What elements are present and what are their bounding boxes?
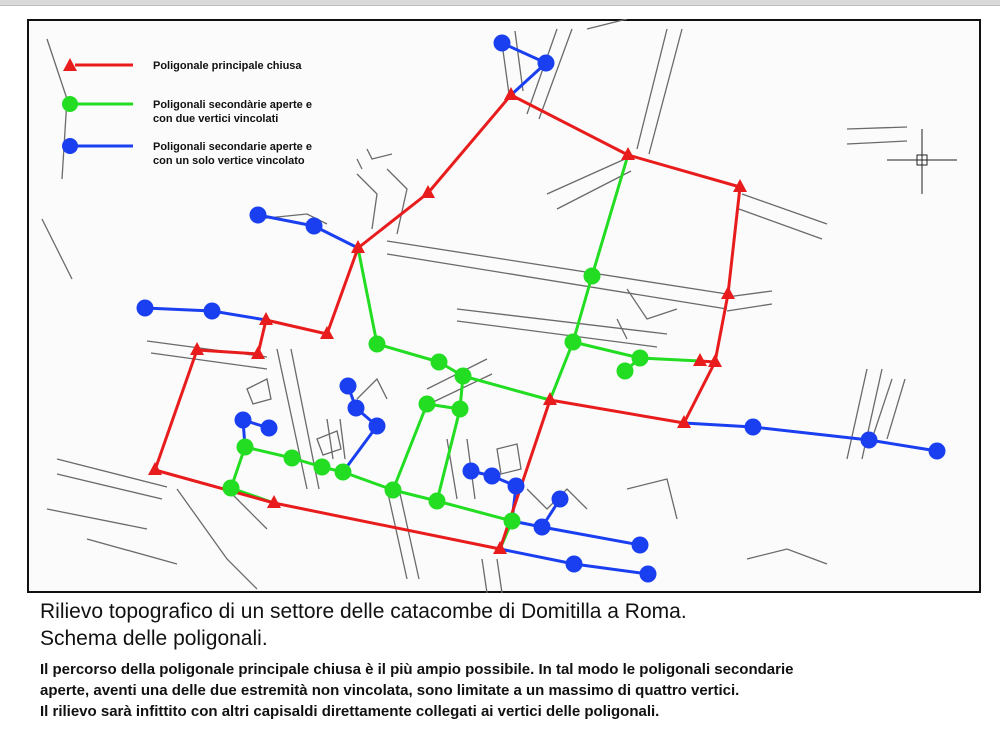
blue-vertex-icon <box>552 491 569 508</box>
caption-title-line1: Rilievo topografico di un settore delle catacombe di Domitilla a Roma. <box>40 600 687 623</box>
caption-title-line2: Schema delle poligonali. <box>40 627 268 650</box>
blue-vertex-icon <box>484 468 501 485</box>
red-vertex-icon <box>148 462 162 475</box>
blue-vertex-icon <box>632 537 649 554</box>
blue-vertex-icon <box>235 412 252 429</box>
crosshair-icon <box>887 129 957 194</box>
blue-vertex-icon <box>306 218 323 235</box>
secondary-two-line <box>393 404 427 490</box>
green-vertex-icon <box>565 334 582 351</box>
green-vertex-icon <box>314 459 331 476</box>
green-vertex-icon <box>335 464 352 481</box>
blue-vertex-icon <box>250 207 267 224</box>
secondary-one-line <box>512 521 640 545</box>
legend-markers <box>62 58 133 154</box>
green-vertex-icon <box>584 268 601 285</box>
caption-note-line3: Il rilievo sarà infittito con altri capisaldi direttamente collegati ai vertici delle poligonali. <box>40 703 660 720</box>
blue-vertex-icon <box>137 300 154 317</box>
caption-note-line1: Il percorso della poligonale principale chiusa è il più ampio possibile. In tal modo le poligonali secondarie <box>40 661 794 678</box>
blue-vertex-icon <box>348 400 365 417</box>
green-vertex-icon <box>617 363 634 380</box>
green-vertex-icon <box>237 439 254 456</box>
legend-green-circle-icon <box>62 96 78 112</box>
green-vertex-icon <box>455 368 472 385</box>
top-bar <box>0 0 1000 6</box>
blue-vertex-icon <box>261 420 278 437</box>
blue-vertex-icon <box>204 303 221 320</box>
green-vertex-icon <box>429 493 446 510</box>
legend-label-principal: Poligonale principale chiusa <box>153 60 302 72</box>
legend-triangle-icon <box>63 58 77 71</box>
green-vertex-icon <box>419 396 436 413</box>
blue-vertex-icon <box>745 419 762 436</box>
secondary-one-line <box>684 423 937 451</box>
blue-vertex-icon <box>494 35 511 52</box>
secondary-two-line <box>437 376 463 501</box>
blue-vertex-icon <box>861 432 878 449</box>
legend-label-secondary-two: Poligonali secondàrie aperte e con due vertici vincolati <box>153 99 312 125</box>
green-vertex-icon <box>284 450 301 467</box>
green-vertex-icon <box>431 354 448 371</box>
legend-blue-circle-icon <box>62 138 78 154</box>
blue-vertex-icon <box>566 556 583 573</box>
blue-vertex-icon <box>369 418 386 435</box>
green-vertex-icon <box>385 482 402 499</box>
blue-vertex-icon <box>508 478 525 495</box>
green-vertex-icon <box>504 513 521 530</box>
blue-vertex-icon <box>340 378 357 395</box>
legend-label-secondary-one: Poligonali secondarie aperte e con un solo vertice vincolato <box>153 141 312 167</box>
blue-vertex-icon <box>538 55 555 72</box>
green-vertex-icon <box>452 401 469 418</box>
blue-vertex-icon <box>640 566 657 583</box>
blue-vertex-icon <box>463 463 480 480</box>
blue-vertex-icon <box>929 443 946 460</box>
green-vertex-icon <box>369 336 386 353</box>
green-vertex-icon <box>223 480 240 497</box>
green-vertex-icon <box>632 350 649 367</box>
caption-note-line2: aperte, aventi una delle due estremità non vincolata, sono limitate a un massimo di quattro vertici. <box>40 682 740 699</box>
red-vertex-icon <box>721 286 735 299</box>
blue-vertex-icon <box>534 519 551 536</box>
secondary-two-line <box>358 248 550 400</box>
